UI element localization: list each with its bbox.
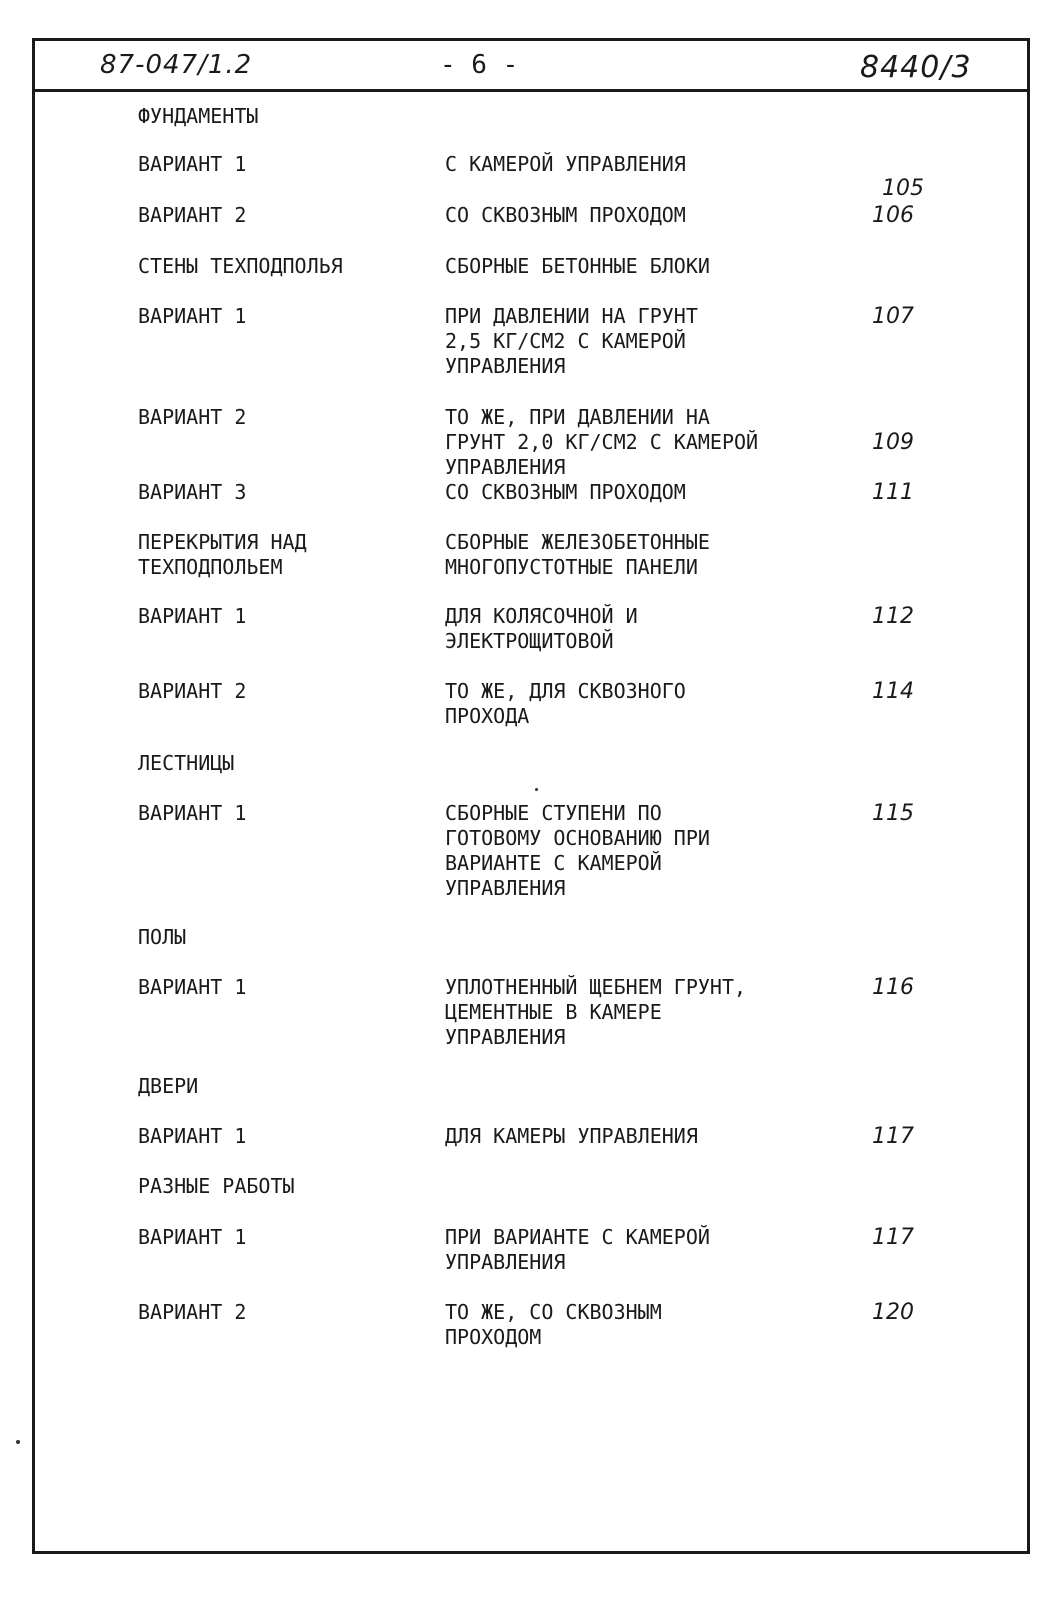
variant-label: ВАРИАНТ 2 <box>138 203 247 227</box>
variant-label: ВАРИАНТ 1 <box>138 604 247 628</box>
section-title: СТЕНЫ ТЕХПОДПОЛЬЯ <box>138 254 343 278</box>
variant-description: ТО ЖЕ, ПРИ ДАВЛЕНИИ НА ГРУНТ 2,0 КГ/СМ2 С КАМЕРОЙ УПРАВЛЕНИЯ <box>445 405 759 479</box>
sheet-number: 114 <box>872 679 914 704</box>
variant-description: ДЛЯ КОЛЯСОЧНОЙ И ЭЛЕКТРОЩИТОВОЙ <box>445 604 638 653</box>
section-title: ПЕРЕКРЫТИЯ НАД ТЕХПОДПОЛЬЕМ <box>138 530 307 579</box>
variant-label: ВАРИАНТ 1 <box>138 152 247 176</box>
variant-description: СБОРНЫЕ СТУПЕНИ ПО ГОТОВОМУ ОСНОВАНИЮ ПРИ ВАРИАНТЕ С КАМЕРОЙ УПРАВЛЕНИЯ <box>445 801 710 900</box>
section-title: ЛЕСТНИЦЫ <box>138 751 235 775</box>
variant-description: С КАМЕРОЙ УПРАВЛЕНИЯ <box>445 152 686 176</box>
sheet-number: 109 <box>872 430 914 455</box>
variant-label: ВАРИАНТ 3 <box>138 480 247 504</box>
document-id: 8440/3 <box>860 50 972 85</box>
sheet-number: 105 <box>882 176 924 201</box>
variant-description: ТО ЖЕ, СО СКВОЗНЫМ ПРОХОДОМ <box>445 1300 662 1349</box>
variant-label: ВАРИАНТ 1 <box>138 975 247 999</box>
page-number: - 6 - <box>440 50 519 80</box>
scan-speck <box>535 788 538 791</box>
section-title: ДВЕРИ <box>138 1074 199 1098</box>
document-code: 87-047/1.2 <box>100 50 253 80</box>
section-title: РАЗНЫЕ РАБОТЫ <box>138 1174 295 1198</box>
sheet-number: 106 <box>872 203 914 228</box>
section-description: СБОРНЫЕ БЕТОННЫЕ БЛОКИ <box>445 254 710 278</box>
variant-label: ВАРИАНТ 1 <box>138 1225 247 1249</box>
section-title: ПОЛЫ <box>138 925 187 949</box>
variant-label: ВАРИАНТ 2 <box>138 405 247 429</box>
sheet-number: 120 <box>872 1300 914 1325</box>
sheet-number: 112 <box>872 604 914 629</box>
sheet-number: 117 <box>872 1225 914 1250</box>
sheet-number: 117 <box>872 1124 914 1149</box>
variant-description: УПЛОТНЕННЫЙ ЩЕБНЕМ ГРУНТ, ЦЕМЕНТНЫЕ В КАМЕРЕ УПРАВЛЕНИЯ <box>445 975 747 1049</box>
variant-label: ВАРИАНТ 2 <box>138 679 247 703</box>
variant-description: СО СКВОЗНЫМ ПРОХОДОМ <box>445 203 686 227</box>
variant-label: ВАРИАНТ 2 <box>138 1300 247 1324</box>
variant-description: ПРИ ДАВЛЕНИИ НА ГРУНТ 2,5 КГ/СМ2 С КАМЕРОЙ УПРАВЛЕНИЯ <box>445 304 698 378</box>
sheet-number: 107 <box>872 304 914 329</box>
variant-description: СО СКВОЗНЫМ ПРОХОДОМ <box>445 480 686 504</box>
variant-label: ВАРИАНТ 1 <box>138 304 247 328</box>
variant-description: ПРИ ВАРИАНТЕ С КАМЕРОЙ УПРАВЛЕНИЯ <box>445 1225 710 1274</box>
variant-description: ДЛЯ КАМЕРЫ УПРАВЛЕНИЯ <box>445 1124 698 1148</box>
variant-label: ВАРИАНТ 1 <box>138 1124 247 1148</box>
variant-description: ТО ЖЕ, ДЛЯ СКВОЗНОГО ПРОХОДА <box>445 679 686 728</box>
variant-label: ВАРИАНТ 1 <box>138 801 247 825</box>
section-description: СБОРНЫЕ ЖЕЛЕЗОБЕТОННЫЕ МНОГОПУСТОТНЫЕ ПАНЕЛИ <box>445 530 710 579</box>
sheet-number: 111 <box>872 480 914 505</box>
section-title: ФУНДАМЕНТЫ <box>138 104 259 128</box>
sheet-number: 116 <box>872 975 914 1000</box>
scan-speck <box>16 1440 20 1444</box>
sheet-number: 115 <box>872 801 914 826</box>
